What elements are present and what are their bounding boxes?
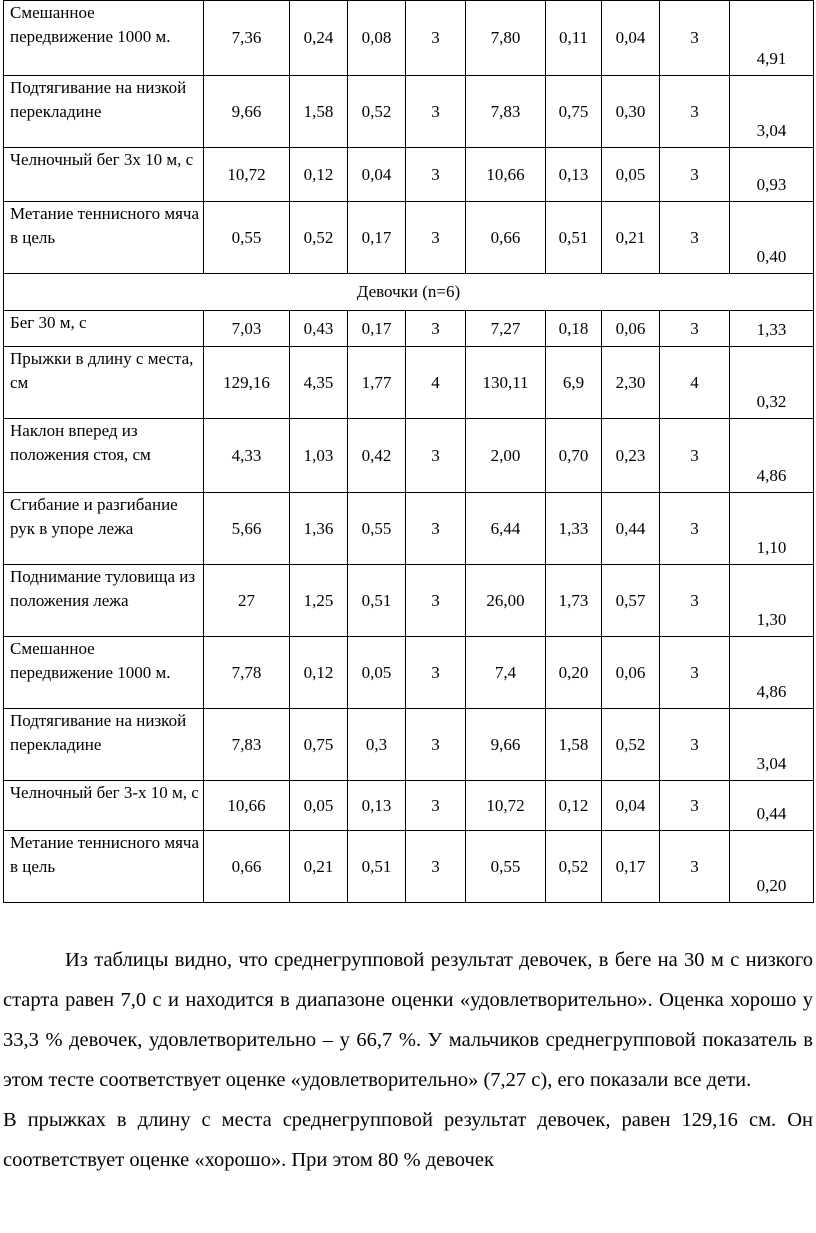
error-2-cell: 0,57 <box>602 565 660 637</box>
error-2-cell: 0,23 <box>602 419 660 493</box>
mean-1-cell: 0,66 <box>204 831 290 903</box>
significance-cell: 0,40 <box>730 202 814 274</box>
error-1-cell: 0,52 <box>348 76 406 148</box>
test-name-cell: Бег 30 м, с <box>4 311 204 347</box>
mean-1-cell: 9,66 <box>204 76 290 148</box>
grade-2-cell: 3 <box>660 493 730 565</box>
grade-2-cell: 3 <box>660 831 730 903</box>
mean-1-cell: 5,66 <box>204 493 290 565</box>
girls-section <box>4 274 814 311</box>
error-1-cell: 0,3 <box>348 709 406 781</box>
sd-2-cell: 0,75 <box>546 76 602 148</box>
test-name-cell: Поднимание туловища из положения лежа <box>4 565 204 637</box>
boys-rows <box>4 1 814 274</box>
significance-cell: 0,44 <box>730 781 814 831</box>
grade-2-cell: 3 <box>660 148 730 202</box>
error-2-cell: 0,04 <box>602 1 660 76</box>
error-2-cell: 0,17 <box>602 831 660 903</box>
sd-2-cell: 1,58 <box>546 709 602 781</box>
table-row <box>4 148 814 202</box>
mean-2-cell: 7,80 <box>466 1 546 76</box>
mean-2-cell: 9,66 <box>466 709 546 781</box>
error-1-cell: 0,17 <box>348 311 406 347</box>
test-name-cell: Смешанное передвижение 1000 м. <box>4 1 204 76</box>
test-name-cell: Челночный бег 3х 10 м, с <box>4 148 204 202</box>
sd-1-cell: 0,75 <box>290 709 348 781</box>
mean-2-cell: 26,00 <box>466 565 546 637</box>
error-1-cell: 0,13 <box>348 781 406 831</box>
table-row <box>4 709 814 781</box>
significance-cell: 4,86 <box>730 637 814 709</box>
significance-cell: 4,86 <box>730 419 814 493</box>
analysis-text <box>3 940 813 1180</box>
grade-2-cell: 3 <box>660 76 730 148</box>
paragraph-2: В прыжках в длину с места среднегрупповой результат девочек, равен 129,16 см. Он соответствует оценке «хорошо». При этом 80 % девочек <box>3 1109 813 1171</box>
error-2-cell: 0,06 <box>602 637 660 709</box>
error-1-cell: 0,55 <box>348 493 406 565</box>
mean-2-cell: 7,83 <box>466 76 546 148</box>
sd-1-cell: 0,43 <box>290 311 348 347</box>
test-name-cell: Сгибание и разгибание рук в упоре лежа <box>4 493 204 565</box>
test-name-cell: Прыжки в длину с места, см <box>4 347 204 419</box>
mean-2-cell: 130,11 <box>466 347 546 419</box>
grade-2-cell: 3 <box>660 311 730 347</box>
sd-1-cell: 1,25 <box>290 565 348 637</box>
sd-1-cell: 1,03 <box>290 419 348 493</box>
test-name-cell: Подтягивание на низкой перекладине <box>4 709 204 781</box>
sd-2-cell: 1,73 <box>546 565 602 637</box>
grade-1-cell: 3 <box>406 637 466 709</box>
table-row <box>4 347 814 419</box>
sd-2-cell: 0,51 <box>546 202 602 274</box>
mean-2-cell: 6,44 <box>466 493 546 565</box>
test-name-cell: Метание теннисного мяча в цель <box>4 831 204 903</box>
table-row <box>4 1 814 76</box>
significance-cell: 0,93 <box>730 148 814 202</box>
significance-cell: 1,10 <box>730 493 814 565</box>
mean-1-cell: 27 <box>204 565 290 637</box>
sd-1-cell: 0,24 <box>290 1 348 76</box>
error-2-cell: 0,30 <box>602 76 660 148</box>
table-row <box>4 419 814 493</box>
mean-2-cell: 7,27 <box>466 311 546 347</box>
mean-1-cell: 0,55 <box>204 202 290 274</box>
sd-1-cell: 0,52 <box>290 202 348 274</box>
mean-1-cell: 4,33 <box>204 419 290 493</box>
grade-1-cell: 4 <box>406 347 466 419</box>
error-2-cell: 0,21 <box>602 202 660 274</box>
grade-2-cell: 3 <box>660 419 730 493</box>
mean-2-cell: 2,00 <box>466 419 546 493</box>
sd-2-cell: 6,9 <box>546 347 602 419</box>
sd-2-cell: 0,13 <box>546 148 602 202</box>
test-name-cell: Наклон вперед из положения стоя, см <box>4 419 204 493</box>
grade-1-cell: 3 <box>406 565 466 637</box>
mean-1-cell: 7,36 <box>204 1 290 76</box>
significance-cell: 1,33 <box>730 311 814 347</box>
table-row <box>4 831 814 903</box>
significance-cell: 0,20 <box>730 831 814 903</box>
grade-2-cell: 3 <box>660 1 730 76</box>
mean-2-cell: 0,55 <box>466 831 546 903</box>
grade-2-cell: 3 <box>660 781 730 831</box>
grade-2-cell: 3 <box>660 637 730 709</box>
paragraph-1: Из таблицы видно, что среднегрупповой результат девочек, в беге на 30 м с низкого старта равен 7,0 с и находится в диапазоне оценки «удовлетворительно». Оценка хорошо у 33,3 % девочек, удовлетворительно – у 66,7 %. У мальчиков среднегрупповой показатель в этом тесте соответствует оценке «удовлетворительно» (7,27 с), его показали все дети. <box>3 949 813 1091</box>
table-row <box>4 76 814 148</box>
mean-2-cell: 10,66 <box>466 148 546 202</box>
table-row <box>4 311 814 347</box>
sd-2-cell: 0,20 <box>546 637 602 709</box>
test-name-cell: Смешанное передвижение 1000 м. <box>4 637 204 709</box>
table-row <box>4 493 814 565</box>
grade-2-cell: 3 <box>660 565 730 637</box>
table-row <box>4 637 814 709</box>
mean-1-cell: 10,66 <box>204 781 290 831</box>
grade-1-cell: 3 <box>406 202 466 274</box>
mean-2-cell: 0,66 <box>466 202 546 274</box>
grade-2-cell: 4 <box>660 347 730 419</box>
girls-rows <box>4 311 814 903</box>
error-2-cell: 0,44 <box>602 493 660 565</box>
results-table <box>3 0 814 903</box>
test-name-cell: Подтягивание на низкой перекладине <box>4 76 204 148</box>
sd-1-cell: 1,36 <box>290 493 348 565</box>
error-1-cell: 0,17 <box>348 202 406 274</box>
significance-cell: 0,32 <box>730 347 814 419</box>
sd-1-cell: 0,12 <box>290 637 348 709</box>
table-row <box>4 565 814 637</box>
mean-1-cell: 7,03 <box>204 311 290 347</box>
grade-2-cell: 3 <box>660 202 730 274</box>
sd-2-cell: 1,33 <box>546 493 602 565</box>
significance-cell: 3,04 <box>730 709 814 781</box>
grade-1-cell: 3 <box>406 76 466 148</box>
grade-1-cell: 3 <box>406 311 466 347</box>
error-1-cell: 0,51 <box>348 831 406 903</box>
error-2-cell: 0,06 <box>602 311 660 347</box>
sd-2-cell: 0,18 <box>546 311 602 347</box>
sd-2-cell: 0,11 <box>546 1 602 76</box>
sd-1-cell: 0,05 <box>290 781 348 831</box>
mean-2-cell: 7,4 <box>466 637 546 709</box>
grade-1-cell: 3 <box>406 781 466 831</box>
error-1-cell: 0,08 <box>348 1 406 76</box>
error-1-cell: 0,05 <box>348 637 406 709</box>
sd-2-cell: 0,12 <box>546 781 602 831</box>
mean-2-cell: 10,72 <box>466 781 546 831</box>
significance-cell: 1,30 <box>730 565 814 637</box>
sd-2-cell: 0,52 <box>546 831 602 903</box>
grade-1-cell: 3 <box>406 831 466 903</box>
table-row <box>4 202 814 274</box>
grade-1-cell: 3 <box>406 1 466 76</box>
table-row <box>4 781 814 831</box>
error-2-cell: 0,05 <box>602 148 660 202</box>
significance-cell: 4,91 <box>730 1 814 76</box>
test-name-cell: Метание теннисного мяча в цель <box>4 202 204 274</box>
grade-1-cell: 3 <box>406 148 466 202</box>
grade-2-cell: 3 <box>660 709 730 781</box>
sd-1-cell: 4,35 <box>290 347 348 419</box>
error-1-cell: 0,04 <box>348 148 406 202</box>
sd-2-cell: 0,70 <box>546 419 602 493</box>
error-1-cell: 1,77 <box>348 347 406 419</box>
error-2-cell: 2,30 <box>602 347 660 419</box>
mean-1-cell: 7,83 <box>204 709 290 781</box>
error-1-cell: 0,42 <box>348 419 406 493</box>
sd-1-cell: 0,12 <box>290 148 348 202</box>
grade-1-cell: 3 <box>406 709 466 781</box>
mean-1-cell: 129,16 <box>204 347 290 419</box>
error-2-cell: 0,04 <box>602 781 660 831</box>
grade-1-cell: 3 <box>406 493 466 565</box>
error-2-cell: 0,52 <box>602 709 660 781</box>
mean-1-cell: 7,78 <box>204 637 290 709</box>
girls-header: Девочки (n=6) <box>4 274 814 311</box>
mean-1-cell: 10,72 <box>204 148 290 202</box>
sd-1-cell: 1,58 <box>290 76 348 148</box>
error-1-cell: 0,51 <box>348 565 406 637</box>
test-name-cell: Челночный бег 3-х 10 м, с <box>4 781 204 831</box>
grade-1-cell: 3 <box>406 419 466 493</box>
sd-1-cell: 0,21 <box>290 831 348 903</box>
girls-header-row <box>4 274 814 311</box>
significance-cell: 3,04 <box>730 76 814 148</box>
